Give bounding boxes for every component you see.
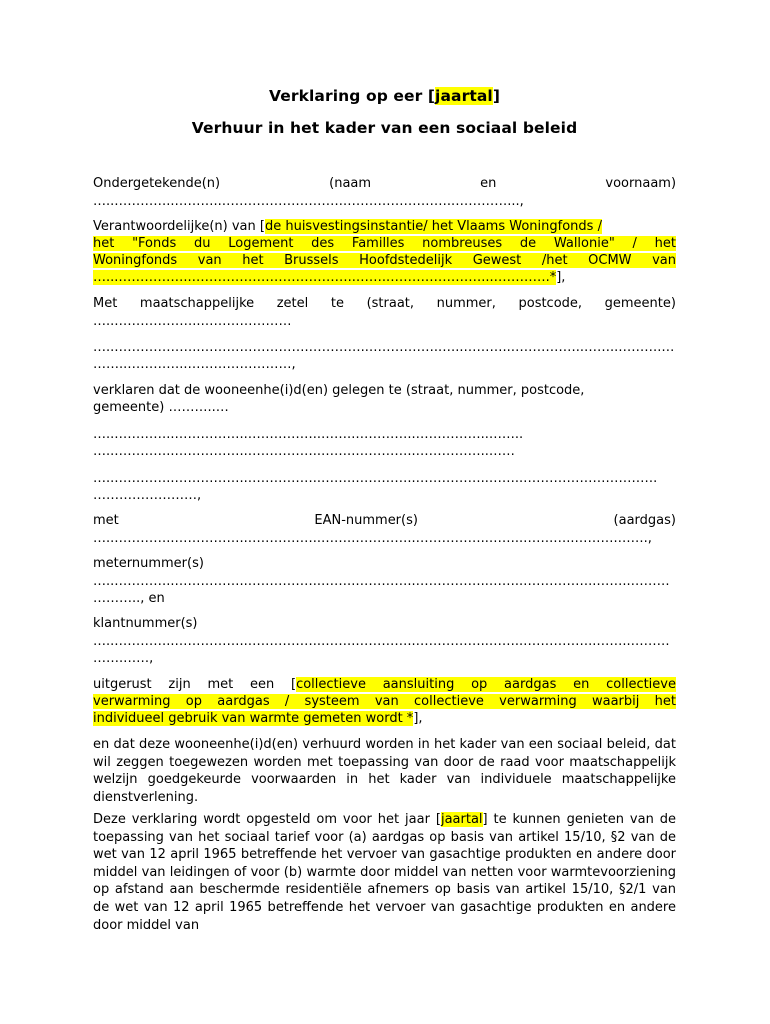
- responsible-line-3: Woningfonds van het Brussels Hoofdstedelijk Gewest /het OCMW van: [93, 253, 676, 268]
- year-placeholder: jaartal: [435, 87, 493, 105]
- seat-line: Met maatschappelijke zetel te (straat, nummer, postcode, gemeente): [93, 296, 676, 311]
- rented-paragraph: en dat deze wooneenhe(i)d(en) verhuurd worden in het kader van een sociaal beleid, dat wil zeggen toegewezen worden met toepassing van door de raad voor maatschappelijk welzijn goedgekeurde voorwaarden in het kader van individuele maatschappelijke dienstverlening.: [93, 737, 676, 805]
- equipped-line-1: uitgerust zijn met een [collectieve aansluiting op aardgas en collectieve: [93, 677, 676, 692]
- client-label: klantnummer(s): [93, 616, 198, 631]
- meter-label: meternummer(s): [93, 556, 204, 571]
- ean-dots: …..…………..……………..……………..……..…………..……………..……..…….…..……….…….,: [93, 531, 652, 546]
- declare-dots-1: …..…………..……………..……………..……..…………..……………..……..: [93, 427, 524, 442]
- client-dots-1: …..…………..……………..……………..……..…………..……………..……..……………..……..………: [93, 634, 670, 649]
- declare-line-2: gemeente) ………..…: [93, 400, 229, 415]
- meter-dots-1: …..…………..……………..……………..……..…………..……………..……..……………..……..………: [93, 574, 670, 589]
- undersigned-dots: …..…………..………..……………………….……………………..…………...,: [93, 194, 524, 209]
- seat-dots-3: ……..…………..……………………,: [93, 357, 296, 372]
- declare-dots-2: …..…………..……………..……………..……..…………..……………..……: [93, 444, 515, 459]
- statement-paragraph: Deze verklaring wordt opgesteld om voor het jaar [jaartal] te kunnen genieten van de toepassing van het sociaal tarief voor (a) aardgas op basis van artikel 15/10, §2 van de wet van 12 april 1965 betreffende het vervoer van gasachtige produkten en andere door middel van leidingen of voor (b) warmte door middel van netten voor warmtevoorziening op afstand aan beschermde residentiële afnemers op basis van artikel 15/10, §2/1 van de wet van 12 april 1965 betreffende het vervoer van gasachtige produkten en andere door middel van: [93, 812, 677, 933]
- equipped-line-2: verwarming op aardgas / systeem van collectieve verwarming waarbij het: [93, 694, 676, 709]
- declare-dots-4: ……………………,: [93, 488, 202, 503]
- meter-dots-2: ……….., en: [93, 591, 165, 606]
- seat-dots-1: …..………………..…………………: [93, 314, 292, 329]
- seat-dots-2: …..………………..…………………….…………..……………..…..………..……………..……..……….…: [93, 340, 675, 355]
- equipped-line-3: individueel gebruik van warmte gemeten wordt *],: [93, 711, 423, 726]
- declare-line-1: verklaren dat de wooneenhe(i)d(en) gelegen te (straat, nummer, postcode,: [93, 383, 585, 398]
- ean-line: met EAN-nummer(s) (aardgas): [93, 513, 676, 528]
- undersigned-line: Ondergetekende(n) (naam en voornaam): [93, 176, 677, 191]
- responsible-line-2: het "Fonds du Logement des Familles nombreuses de Wallonie" / het: [93, 236, 676, 251]
- declare-dots-3: …..…………..……………..……………..……..…………..……………..……..………………………….: [93, 471, 658, 486]
- document-title: Verklaring op eer [jaartal]: [268, 87, 500, 105]
- document-subtitle: Verhuur in het kader van een sociaal beleid: [191, 119, 578, 137]
- responsible-line-1: Verantwoordelijke(n) van [de huisvestingsinstantie/ het Vlaams Woningfonds /: [93, 219, 602, 234]
- year-placeholder-2: jaartal: [440, 812, 483, 827]
- client-dots-2: …….……,: [93, 651, 154, 666]
- responsible-line-4: …...……………..………………………………..……..…………………...………….*],: [93, 270, 566, 285]
